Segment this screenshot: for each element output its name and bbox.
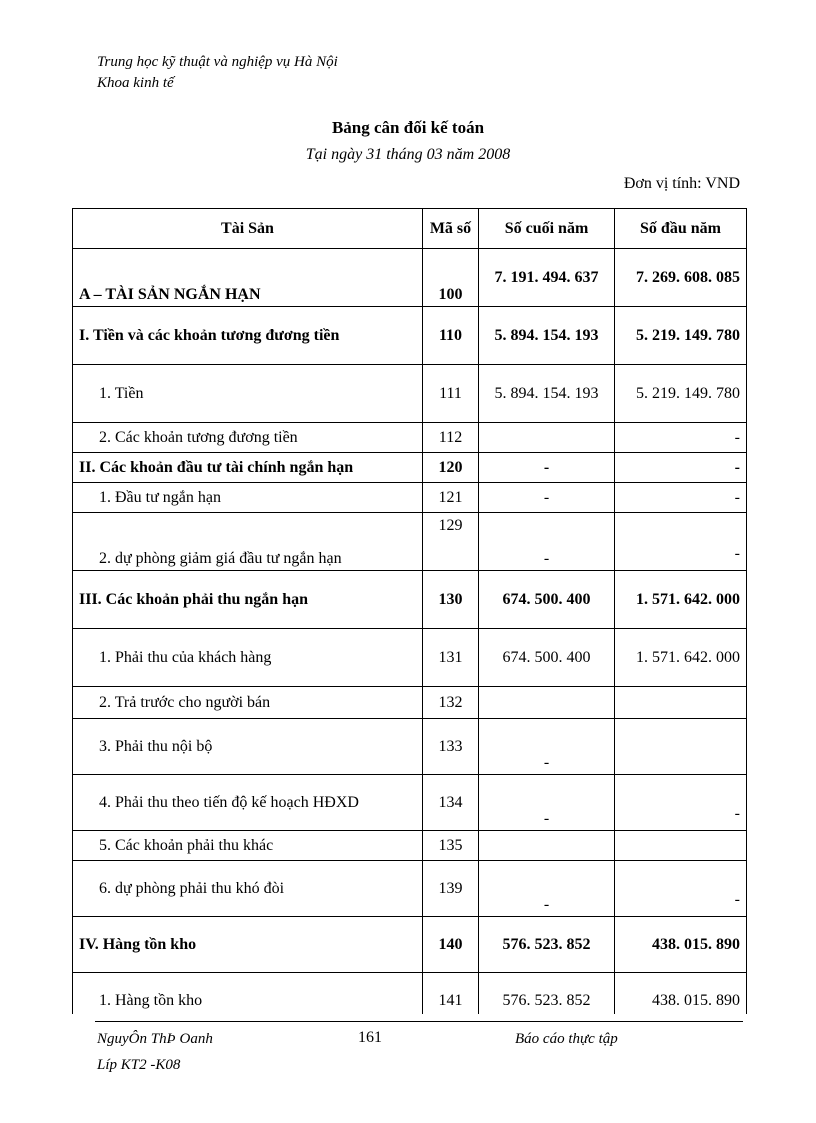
- row-label: 2. Trả trước cho người bán: [73, 687, 423, 719]
- row-code: 139: [423, 861, 479, 917]
- row-year-start: 5. 219. 149. 780: [615, 365, 747, 423]
- table-row: [73, 249, 747, 307]
- table-row: [73, 423, 747, 453]
- table-row: [73, 453, 747, 483]
- row-year-end: -: [479, 719, 615, 775]
- row-year-start: 1. 571. 642. 000: [615, 571, 747, 629]
- row-code: 135: [423, 831, 479, 861]
- row-year-start: [615, 831, 747, 861]
- table-row: [73, 629, 747, 687]
- row-year-start: -: [615, 513, 747, 571]
- row-year-end: [479, 687, 615, 719]
- row-code: 129: [423, 513, 479, 571]
- row-label: 5. Các khoản phải thu khác: [73, 831, 423, 861]
- row-year-end: -: [479, 513, 615, 571]
- table-row: [73, 775, 747, 831]
- row-year-end: 576. 523. 852: [479, 917, 615, 973]
- row-year-end: 5. 894. 154. 193: [479, 307, 615, 365]
- row-label: IV. Hàng tồn kho: [73, 917, 423, 973]
- col-header-code: Mã số: [423, 209, 479, 249]
- row-year-start: -: [615, 775, 747, 831]
- row-code: 111: [423, 365, 479, 423]
- row-label: 3. Phải thu nội bộ: [73, 719, 423, 775]
- row-label: 6. dự phòng phải thu khó đòi: [73, 861, 423, 917]
- row-label: 1. Phải thu của khách hàng: [73, 629, 423, 687]
- row-year-start: -: [615, 453, 747, 483]
- table-row: [73, 687, 747, 719]
- currency-unit: Đơn vị tính: VND: [623, 175, 740, 192]
- document-subtitle: Tại ngày 31 tháng 03 năm 2008: [305, 146, 511, 163]
- row-label: 1. Hàng tồn kho: [73, 973, 423, 1015]
- col-header-asset: Tài Sản: [73, 209, 423, 249]
- row-year-end: 576. 523. 852: [479, 973, 615, 1015]
- row-year-start: -: [615, 423, 747, 453]
- table-row: [73, 973, 747, 1015]
- row-year-end: [479, 831, 615, 861]
- col-header-year-start: Số đầu năm: [615, 209, 747, 249]
- row-code: 132: [423, 687, 479, 719]
- row-year-end: 7. 191. 494. 637: [479, 249, 615, 307]
- row-year-start: 5. 219. 149. 780: [615, 307, 747, 365]
- row-year-start: 438. 015. 890: [615, 917, 747, 973]
- row-code: 100: [423, 249, 479, 307]
- row-label: 2. dự phòng giảm giá đầu tư ngắn hạn: [73, 513, 423, 571]
- row-code: 121: [423, 483, 479, 513]
- row-code: 112: [423, 423, 479, 453]
- page-number: 161: [358, 1029, 382, 1046]
- faculty-name: Khoa kinh tế: [97, 75, 174, 91]
- footer-report-title: Báo cáo thực tập: [515, 1031, 618, 1047]
- row-year-start: -: [615, 483, 747, 513]
- table-row: [73, 831, 747, 861]
- row-label: 4. Phải thu theo tiến độ kế hoạch HĐXD: [73, 775, 423, 831]
- row-label: A – TÀI SẢN NGẮN HẠN: [73, 249, 423, 307]
- row-year-end: 674. 500. 400: [479, 629, 615, 687]
- footer-rule: [95, 1021, 743, 1022]
- table-row: [73, 571, 747, 629]
- table-row: [73, 365, 747, 423]
- row-label: I. Tiền và các khoản tương đương tiền: [73, 307, 423, 365]
- footer-class: Líp KT2 -K08: [97, 1057, 181, 1073]
- row-year-start: [615, 719, 747, 775]
- footer-author: NguyÔn ThÞ Oanh: [97, 1031, 213, 1047]
- row-year-start: -: [615, 861, 747, 917]
- table-row: [73, 719, 747, 775]
- row-code: 120: [423, 453, 479, 483]
- col-header-year-end: Số cuối năm: [479, 209, 615, 249]
- row-code: 110: [423, 307, 479, 365]
- row-code: 141: [423, 973, 479, 1015]
- row-year-start: 7. 269. 608. 085: [615, 249, 747, 307]
- row-year-end: [479, 423, 615, 453]
- row-year-end: -: [479, 775, 615, 831]
- table-header-row: [73, 209, 747, 249]
- row-year-end: -: [479, 453, 615, 483]
- row-code: 140: [423, 917, 479, 973]
- row-code: 133: [423, 719, 479, 775]
- table-row: [73, 861, 747, 917]
- table-row: [73, 917, 747, 973]
- row-code: 131: [423, 629, 479, 687]
- row-year-end: -: [479, 861, 615, 917]
- table-row: [73, 513, 747, 571]
- table-row: [73, 483, 747, 513]
- row-code: 134: [423, 775, 479, 831]
- row-label: III. Các khoản phải thu ngắn hạn: [73, 571, 423, 629]
- row-label: II. Các khoản đầu tư tài chính ngắn hạn: [73, 453, 423, 483]
- table-row: [73, 307, 747, 365]
- row-year-start: [615, 687, 747, 719]
- row-year-start: 1. 571. 642. 000: [615, 629, 747, 687]
- row-year-end: 5. 894. 154. 193: [479, 365, 615, 423]
- document-title: Bảng cân đối kế toán: [331, 118, 485, 137]
- balance-sheet-table: [72, 208, 747, 1014]
- row-year-end: 674. 500. 400: [479, 571, 615, 629]
- school-name: Trung học kỹ thuật và nghiệp vụ Hà Nội: [97, 54, 338, 70]
- row-label: 1. Tiền: [73, 365, 423, 423]
- row-year-start: 438. 015. 890: [615, 973, 747, 1015]
- row-year-end: -: [479, 483, 615, 513]
- row-label: 1. Đầu tư ngắn hạn: [73, 483, 423, 513]
- row-code: 130: [423, 571, 479, 629]
- row-label: 2. Các khoản tương đương tiền: [73, 423, 423, 453]
